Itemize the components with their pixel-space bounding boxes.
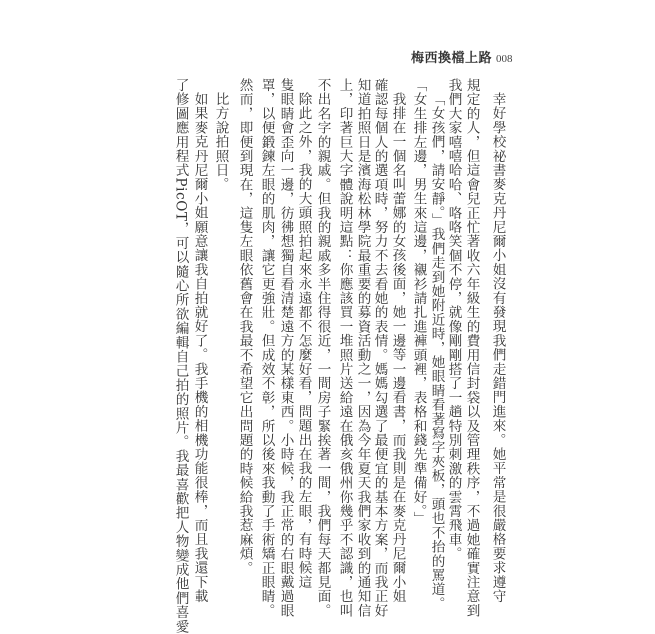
text-column: 我們大家嘻嘻哈哈、咯咯笑個不停，就像剛剛搭了一趟特別刺激的雲霄飛車。 — [445, 78, 462, 561]
text-column: 如果麥克丹尼爾小姐願意讓我自拍就好了。我手機的相機功能很棒，而且我還下載 — [191, 92, 208, 604]
text-column: 我排在一個名叫蕾娜的女孩後面，她一邊等一邊看書，而我則是在麥克丹尼爾小姐 — [389, 92, 406, 604]
text-column: 了修圖應用程式PicOT，可以隨心所欲編輯自己拍的照片。我最喜歡把人物變成他們喜愛 — [172, 78, 189, 634]
text-column: 比方說拍照日。 — [212, 92, 229, 192]
page-number: 008 — [496, 53, 513, 65]
text-column: 罩，以便鍛鍊左眼的肌肉，讓它更強壯。但成效不彰，所以後來我動了手術矯正眼睛。 — [258, 78, 275, 618]
text-column: 確認每個人的選項時，努力不去看她的表情。媽媽勾選了最便宜的基本方案，而我正好 — [371, 78, 388, 618]
text-column: 知道拍照日是濱海松林學院最重要的募資活動之一，因為今年夏天我們家收到的通知信 — [354, 78, 371, 618]
text-column: 上，印著巨大字體說明這點：你應該買一堆照片送給遠在俄亥俄州你幾乎不認識，也叫 — [336, 78, 353, 618]
text-column: 隻眼睛會歪向一邊，彷彿想獨自看清楚遠方的某樣東西。小時候，我正常的右眼戴過眼 — [277, 78, 294, 618]
text-column: 幸好學校祕書麥克丹尼爾小姐沒有發現我們走錯門進來。她平常是很嚴格要求遵守 — [489, 92, 506, 604]
text-column: 「女孩們，請安靜。」我們走到她附近時，她眼睛看著寫字夾板，頭也不抬的罵道。 — [428, 92, 445, 611]
text-column: 然而，即便到現在，這隻左眼依舊會在我最不希望它出問題的時候給我惹麻煩。 — [236, 78, 253, 575]
text-column: 除此之外，我的大頭照拍起來永遠都不怎麼好看，問題出在我的左眼，有時候這 — [295, 92, 312, 589]
text-column: 不出名字的親戚。但我的親戚多半住得很近，一間房子緊挨著一間，我們每天都見面。 — [314, 78, 331, 618]
text-column: 「女生排左邊，男生來這邊，襯衫請扎進褲頭裡，表格和錢先準備好。」 — [410, 78, 427, 526]
running-header — [411, 47, 513, 65]
text-column: 規定的人，但這會兒正忙著收六年級生的費用信封袋以及管理秩序，不過她確實注意到 — [463, 78, 480, 618]
book-title: 梅西換檔上路 — [411, 51, 493, 66]
